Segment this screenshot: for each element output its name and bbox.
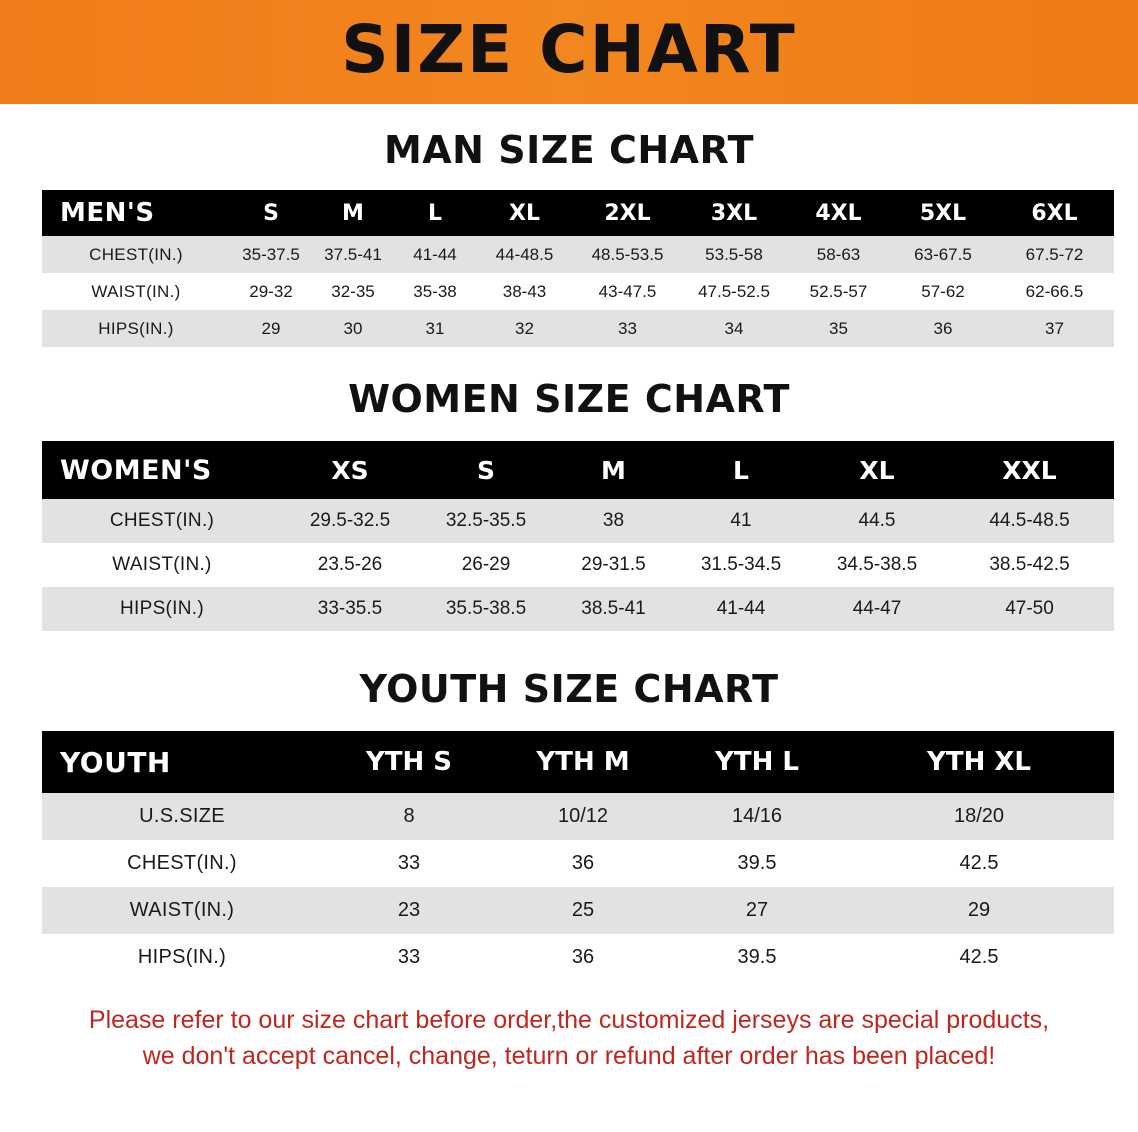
cell: 18/20: [844, 793, 1114, 840]
cell: 31: [394, 310, 476, 347]
cell: 39.5: [670, 840, 844, 887]
cell: 62-66.5: [995, 273, 1114, 310]
cell: 48.5-53.5: [573, 236, 682, 273]
cell: 35: [786, 310, 891, 347]
man-section-title: MAN SIZE CHART: [383, 128, 755, 172]
women-table-body: [42, 499, 1114, 631]
cell: 38: [554, 499, 673, 543]
cell: 29.5-32.5: [282, 499, 418, 543]
cell: 25: [496, 887, 670, 934]
cell: 35-38: [394, 273, 476, 310]
cell: 38.5-41: [554, 587, 673, 631]
cell: 29: [230, 310, 312, 347]
cell: 35-37.5: [230, 236, 312, 273]
cell: 67.5-72: [995, 236, 1114, 273]
size-chart-banner: [0, 0, 1138, 104]
col-head-yth-xl: YTH XL: [844, 731, 1114, 793]
cell: 32.5-35.5: [418, 499, 554, 543]
cell: 23: [322, 887, 496, 934]
youth-table-body: [42, 793, 1114, 981]
cell: 44-48.5: [476, 236, 573, 273]
col-head-womens: WOMEN'S: [42, 441, 282, 499]
cell: 38.5-42.5: [945, 543, 1114, 587]
order-policy-note: [40, 1003, 1098, 1074]
table-row: [42, 840, 1114, 887]
cell: 38-43: [476, 273, 573, 310]
row-label-chest: CHEST(IN.): [42, 499, 282, 543]
table-row: [42, 236, 1114, 273]
table-row: [42, 887, 1114, 934]
col-head-yth-l: YTH L: [670, 731, 844, 793]
women-size-table: [42, 441, 1114, 631]
col-head-s: S: [230, 190, 312, 236]
women-table-header: [42, 441, 1114, 499]
cell: 37: [995, 310, 1114, 347]
youth-size-table-wrapper: [42, 731, 1096, 981]
col-head-6xl: 6XL: [995, 190, 1114, 236]
col-head-xl: XL: [809, 441, 945, 499]
cell: 33: [322, 840, 496, 887]
row-label-hips: HIPS(IN.): [42, 310, 230, 347]
cell: 44-47: [809, 587, 945, 631]
col-head-5xl: 5XL: [891, 190, 995, 236]
col-head-l: L: [673, 441, 809, 499]
cell: 27: [670, 887, 844, 934]
cell: 33: [573, 310, 682, 347]
cell: 34.5-38.5: [809, 543, 945, 587]
col-head-4xl: 4XL: [786, 190, 891, 236]
page-title: SIZE CHART: [341, 11, 797, 88]
cell: 47.5-52.5: [682, 273, 786, 310]
col-head-xs: XS: [282, 441, 418, 499]
table-row: [42, 793, 1114, 840]
col-head-yth-s: YTH S: [322, 731, 496, 793]
women-size-table-wrapper: [42, 441, 1096, 631]
order-policy-note-line-2: we don't accept cancel, change, teturn or refund after order has been placed!: [142, 1041, 996, 1070]
cell: 32: [476, 310, 573, 347]
col-head-yth-m: YTH M: [496, 731, 670, 793]
cell: 41-44: [394, 236, 476, 273]
row-label-hips: HIPS(IN.): [42, 934, 322, 981]
col-head-m: M: [312, 190, 394, 236]
cell: 41: [673, 499, 809, 543]
cell: 33: [322, 934, 496, 981]
row-label-chest: CHEST(IN.): [42, 236, 230, 273]
cell: 63-67.5: [891, 236, 995, 273]
cell: 29-31.5: [554, 543, 673, 587]
table-header-row: [42, 190, 1114, 236]
cell: 30: [312, 310, 394, 347]
table-row: [42, 543, 1114, 587]
man-size-table-wrapper: [42, 190, 1096, 347]
man-table-header: [42, 190, 1114, 236]
col-head-2xl: 2XL: [573, 190, 682, 236]
col-head-xxl: XXL: [945, 441, 1114, 499]
cell: 47-50: [945, 587, 1114, 631]
cell: 26-29: [418, 543, 554, 587]
cell: 44.5: [809, 499, 945, 543]
cell: 52.5-57: [786, 273, 891, 310]
cell: 31.5-34.5: [673, 543, 809, 587]
table-row: [42, 273, 1114, 310]
table-header-row: [42, 441, 1114, 499]
cell: 36: [891, 310, 995, 347]
man-size-table: [42, 190, 1114, 347]
cell: 29-32: [230, 273, 312, 310]
col-head-xl: XL: [476, 190, 573, 236]
cell: 36: [496, 934, 670, 981]
col-head-3xl: 3XL: [682, 190, 786, 236]
cell: 57-62: [891, 273, 995, 310]
cell: 42.5: [844, 934, 1114, 981]
man-table-body: [42, 236, 1114, 347]
col-head-l: L: [394, 190, 476, 236]
women-section-title: WOMEN SIZE CHART: [348, 377, 790, 421]
cell: 29: [844, 887, 1114, 934]
cell: 37.5-41: [312, 236, 394, 273]
cell: 43-47.5: [573, 273, 682, 310]
cell: 44.5-48.5: [945, 499, 1114, 543]
col-head-m: M: [554, 441, 673, 499]
cell: 14/16: [670, 793, 844, 840]
table-header-row: [42, 731, 1114, 793]
row-label-us-size: U.S.SIZE: [42, 793, 322, 840]
cell: 39.5: [670, 934, 844, 981]
cell: 34: [682, 310, 786, 347]
cell: 33-35.5: [282, 587, 418, 631]
cell: 8: [322, 793, 496, 840]
row-label-waist: WAIST(IN.): [42, 887, 322, 934]
col-head-youth: YOUTH: [42, 731, 322, 793]
cell: 23.5-26: [282, 543, 418, 587]
col-head-mens: MEN'S: [42, 190, 230, 236]
youth-section-title: YOUTH SIZE CHART: [359, 667, 779, 711]
cell: 58-63: [786, 236, 891, 273]
row-label-chest: CHEST(IN.): [42, 840, 322, 887]
cell: 53.5-58: [682, 236, 786, 273]
cell: 41-44: [673, 587, 809, 631]
table-row: [42, 310, 1114, 347]
row-label-hips: HIPS(IN.): [42, 587, 282, 631]
col-head-s: S: [418, 441, 554, 499]
order-policy-note-line-1: Please refer to our size chart before order,the customized jerseys are special products,: [88, 1006, 1050, 1034]
cell: 35.5-38.5: [418, 587, 554, 631]
table-row: [42, 499, 1114, 543]
table-row: [42, 587, 1114, 631]
cell: 36: [496, 840, 670, 887]
row-label-waist: WAIST(IN.): [42, 273, 230, 310]
cell: 32-35: [312, 273, 394, 310]
row-label-waist: WAIST(IN.): [42, 543, 282, 587]
cell: 10/12: [496, 793, 670, 840]
table-row: [42, 934, 1114, 981]
cell: 42.5: [844, 840, 1114, 887]
youth-table-header: [42, 731, 1114, 793]
youth-size-table: [42, 731, 1114, 981]
